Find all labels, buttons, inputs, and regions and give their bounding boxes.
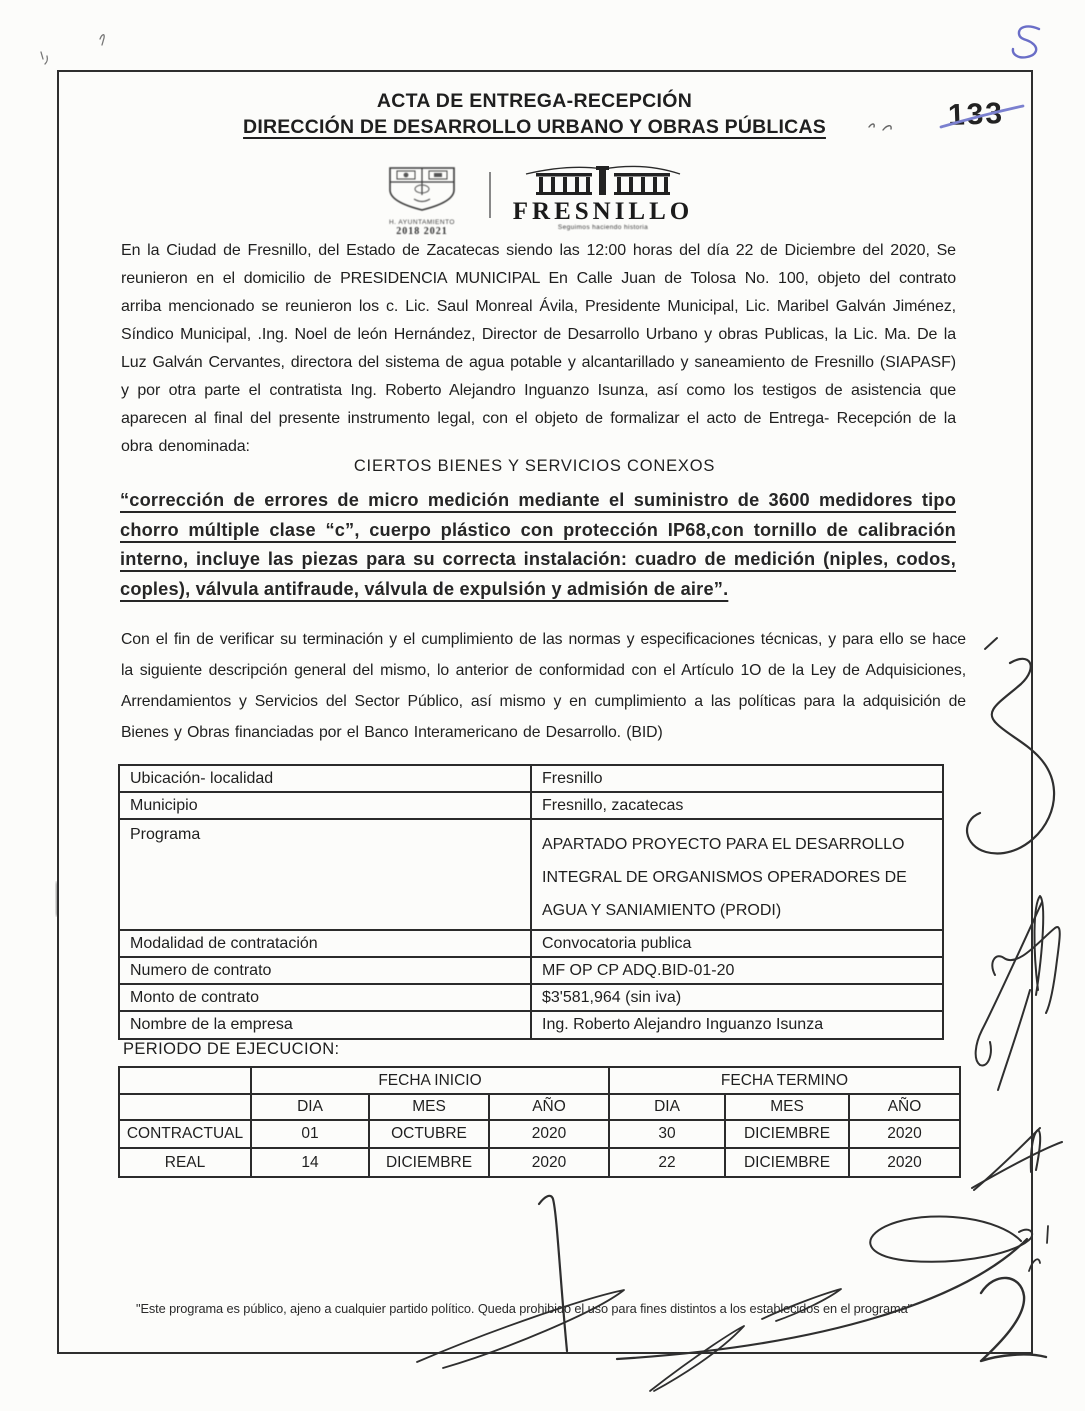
cell-value: 2020 (489, 1120, 609, 1148)
document-subtitle: DIRECCIÓN DE DESARROLLO URBANO Y OBRAS PÚBLICAS (243, 116, 826, 138)
table-row (119, 1120, 960, 1148)
execution-period-table (118, 1066, 961, 1178)
detail-label: Ubicación- localidad (119, 765, 531, 792)
detail-value: APARTADO PROYECTO PARA EL DESARROLLO INTEGRAL DE ORGANISMOS OPERADORES DE AGUA Y SANIAMIENTO (PRODI) (531, 819, 943, 930)
crest-caption: H. AYUNTAMIENTO (388, 219, 455, 226)
table-row (119, 819, 943, 930)
detail-value: Fresnillo (531, 765, 943, 792)
handwritten-five (1013, 27, 1039, 58)
logo-divider (489, 172, 491, 218)
document-header (118, 90, 951, 139)
row-label: REAL (119, 1148, 251, 1177)
colonnade-icon (524, 164, 682, 198)
empty-cell (119, 1094, 251, 1120)
detail-value: $3'581,964 (sin iva) (531, 984, 943, 1011)
municipal-crest-logo (368, 165, 476, 237)
cell-value: 14 (251, 1148, 369, 1177)
column-header: DIA (251, 1094, 369, 1120)
cell-value: DICIEMBRE (725, 1148, 849, 1177)
detail-value: Ing. Roberto Alejandro Inguanzo Isunza (531, 1011, 943, 1039)
detail-label: Nombre de la empresa (119, 1011, 531, 1039)
work-description: “corrección de errores de micro medición mediante el suministro de 3600 medidores tipo chorro múltiple clase “c”, cuerpo plástico con protección IP68,con tornillo de calibración interno, incluye las piezas para su correcta instalación: cuadro de medición (niples, codos, coples), válvula antifraude, válvula de expulsión y admisión de aire”. (120, 490, 956, 599)
detail-value: Fresnillo, zacatecas (531, 792, 943, 819)
crest-shield-icon (386, 165, 458, 213)
detail-label: Modalidad de contratación (119, 930, 531, 957)
detail-value: MF OP CP ADQ.BID-01-20 (531, 957, 943, 984)
cell-value: 2020 (849, 1148, 960, 1177)
verification-paragraph: Con el fin de verificar su terminación y el cumplimiento de las normas y especificaciones técnicas, y para ello se hace la siguiente descripción general del mismo, lo anterior de conformidad con el Artículo 1O de la Ley de Adquisiciones, Arrendamientos y Servicios del Sector Público, así mismo y en cumplimiento a las políticas para la adquisición de Bienes y Obras financiadas por el Banco Interamericano de Desarrollo. (BID) (121, 631, 966, 741)
detail-label: Programa (119, 819, 531, 930)
table-row (119, 1011, 943, 1039)
table-row (119, 1067, 960, 1094)
table-row (119, 792, 943, 819)
detail-label: Municipio (119, 792, 531, 819)
detail-value: Convocatoria publica (531, 930, 943, 957)
cell-value: OCTUBRE (369, 1120, 489, 1148)
scan-specks (41, 35, 104, 64)
empty-cell (119, 1067, 251, 1094)
table-row (119, 930, 943, 957)
group-header: FECHA INICIO (251, 1067, 609, 1094)
table-row (119, 1094, 960, 1120)
column-header: MES (725, 1094, 849, 1120)
column-header: AÑO (849, 1094, 960, 1120)
stamped-page-number: 133 (947, 97, 1005, 132)
cell-value: DICIEMBRE (725, 1120, 849, 1148)
fresnillo-tagline: Seguimos haciendo historia (557, 224, 649, 231)
row-label: CONTRACTUAL (119, 1120, 251, 1148)
detail-label: Monto de contrato (119, 984, 531, 1011)
cell-value: 2020 (849, 1120, 960, 1148)
detail-label: Numero de contrato (119, 957, 531, 984)
column-header: MES (369, 1094, 489, 1120)
group-header: FECHA TERMINO (609, 1067, 960, 1094)
column-header: DIA (609, 1094, 725, 1120)
section-heading: CIERTOS BIENES Y SERVICIOS CONEXOS (353, 457, 716, 475)
document-title: ACTA DE ENTREGA-RECEPCIÓN (376, 90, 693, 112)
contract-details-table (118, 764, 944, 1040)
cell-value: 30 (609, 1120, 725, 1148)
signature-crossed (1034, 896, 1043, 995)
footer-disclaimer: "Este programa es público, ajeno a cualquier partido político. Queda prohibido el uso para fines distintos a los establecidos en el programa" (136, 1301, 913, 1316)
execution-period-label: PERIODO DE EJECUCION: (123, 1040, 340, 1058)
crest-years: 2018 2021 (396, 226, 448, 237)
column-header: AÑO (489, 1094, 609, 1120)
cell-value: 01 (251, 1120, 369, 1148)
table-row (119, 984, 943, 1011)
fresnillo-logo (508, 164, 698, 231)
cell-value: 22 (609, 1148, 725, 1177)
opening-paragraph: En la Ciudad de Fresnillo, del Estado de Zacatecas siendo las 12:00 horas del día 22 de Diciembre del 2020, Se reunieron en el domicilio de PRESIDENCIA MUNICIPAL En Calle Juan de Tolosa No. 100, objeto del contrato arriba mencionado se reunieron los c. Lic. Saul Monreal Ávila, Presidente Municipal, Lic. Maribel Galván Jiménez, Síndico Municipal, .Ing. Noel de león Hernández, Director de Desarrollo Urbano y obras Publicas, la Lic. Ma. De la Luz Galván Cervantes, directora del sistema de agua potable y alcantarillado y saneamiento de Fresnillo (SIAPASF) y por otra parte el contratista Ing. Roberto Alejandro Inguanzo Isunza, así como los testigos de asistencia que aparecen al final del presente instrumento legal, con el objeto de formalizar el acto de Entrega- Recepción de la obra denominada: (121, 242, 956, 455)
table-row (119, 765, 943, 792)
table-row (119, 1148, 960, 1177)
cell-value: 2020 (489, 1148, 609, 1177)
cell-value: DICIEMBRE (369, 1148, 489, 1177)
table-row (119, 957, 943, 984)
fresnillo-wordmark: FRESNILLO (512, 198, 694, 225)
